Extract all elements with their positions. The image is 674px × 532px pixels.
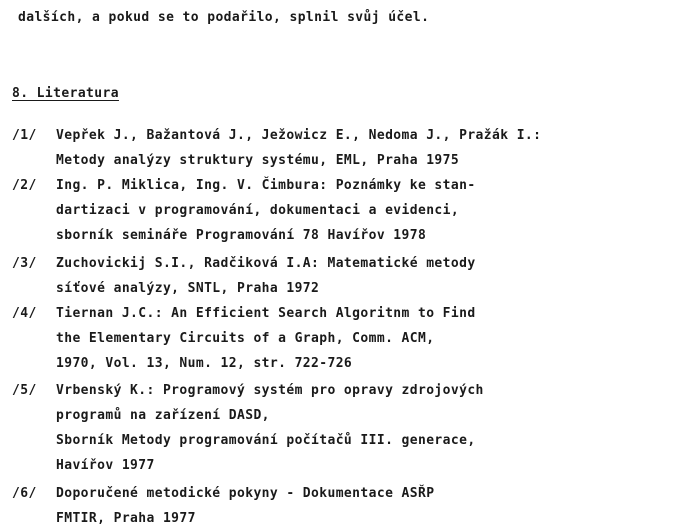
reference-line: Havířov 1977 <box>56 458 155 473</box>
reference-line: Zuchovickij S.I., Radčiková I.A: Matematické metody <box>56 256 476 271</box>
reference-line: Tiernan J.C.: An Efficient Search Algoritnm to Find <box>56 306 476 321</box>
reference-line: 1970, Vol. 13, Num. 12, str. 722-726 <box>56 356 353 371</box>
reference-number: /1/ <box>12 128 37 143</box>
section-heading: 8. Literatura <box>12 86 119 101</box>
reference-line: the Elementary Circuits of a Graph, Comm. ACM, <box>56 331 435 346</box>
reference-line: dartizaci v programování, dokumentaci a evidenci, <box>56 203 460 218</box>
reference-line: Ing. P. Miklica, Ing. V. Čimbura: Poznámky ke stan- <box>56 178 476 193</box>
reference-line: Vrbenský K.: Programový systém pro opravy zdrojových <box>56 383 484 398</box>
reference-number: /2/ <box>12 178 37 193</box>
reference-number: /4/ <box>12 306 37 321</box>
reference-number: /6/ <box>12 486 37 501</box>
reference-line: Doporučené metodické pokyny - Dokumentace ASŘP <box>56 486 435 501</box>
reference-line: Vepřek J., Bažantová J., Ježowicz E., Nedoma J., Pražák I.: <box>56 128 542 143</box>
intro-text-line: dalších, a pokud se to podařilo, splnil svůj účel. <box>18 10 430 25</box>
reference-line: sborník semináře Programování 78 Havířov 1978 <box>56 228 427 243</box>
reference-number: /5/ <box>12 383 37 398</box>
reference-line: síťové analýzy, SNTL, Praha 1972 <box>56 281 320 296</box>
reference-line: programů na zařízení DASD, <box>56 408 270 423</box>
reference-line: Sborník Metody programování počítačů III. generace, <box>56 433 476 448</box>
reference-number: /3/ <box>12 256 37 271</box>
reference-line: Metody analýzy struktury systému, EML, Praha 1975 <box>56 153 460 168</box>
reference-line: FMTIR, Praha 1977 <box>56 511 196 526</box>
